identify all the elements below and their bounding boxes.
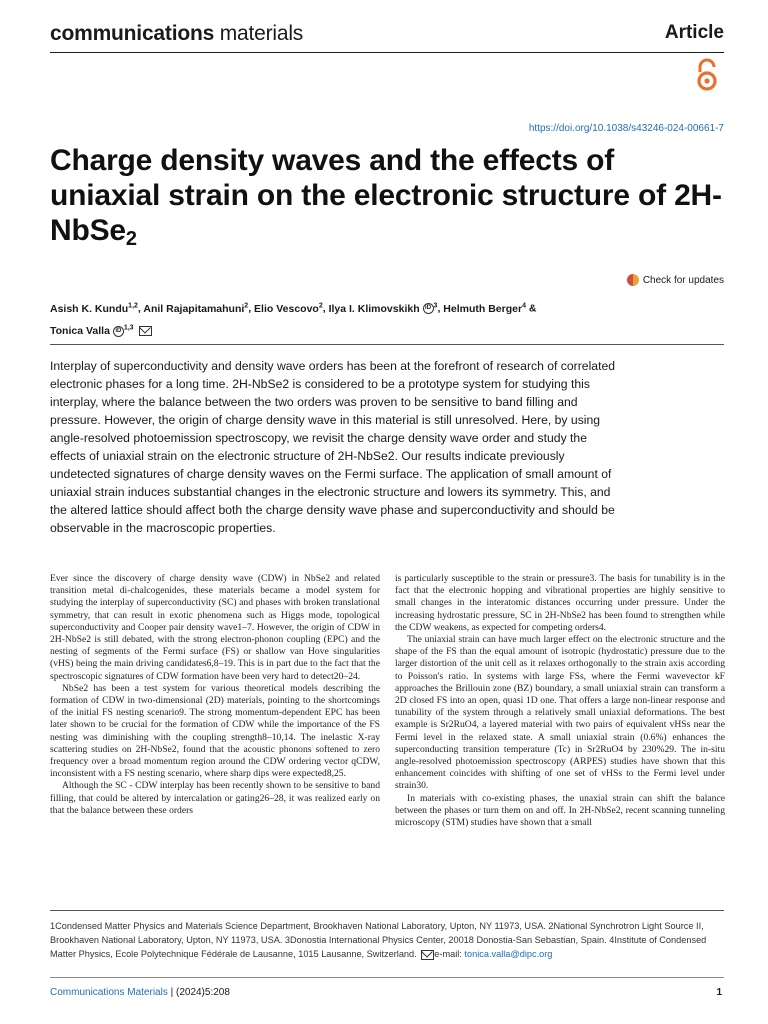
open-access-icon[interactable] — [694, 58, 720, 92]
abstract-divider — [50, 344, 724, 345]
page-number: 1 — [716, 987, 722, 998]
email-link[interactable]: tonica.valla@dipc.org — [464, 949, 553, 959]
author[interactable]: Anil Rajapitamahuni$^2$ — [143, 302, 249, 315]
body-column-left — [50, 573, 380, 817]
email-icon — [421, 950, 434, 960]
orcid-icon[interactable]: iD — [423, 303, 434, 314]
doi-link[interactable]: https://doi.org/10.1038/s43246-024-00661-7 — [528, 123, 724, 134]
article-title: Charge density waves and the effects of uniaxial strain on the electronic structure of 2H-NbSe$_2$ — [50, 144, 722, 250]
abstract: Interplay of superconductivity and density wave orders has been at the forefront of research of correlated electronic phases for a long time. 2H-NbSe2 is considered to be a prototype system for studying this interplay, where the balance between the two orders was proven to be sensitive to band filling and pressure. However, the origin of charge density wave in this material is still unresolved. Here, by using angle-resolved photoemission spectroscopy, we revisit the charge density wave order and study the effects of uniaxial strain on the electronic structure of 2H-NbSe2. Our results indicate previously undetected signatures of charge density waves on the Fermi surface. The application of small amount of uniaxial strain induces substantial changes in the electronic structure and lowers its symmetry. This, and the altered lattice should affect both the charge density wave phase and superconductivity and should be observable in the macroscopic properties. — [50, 359, 616, 535]
paragraph: is particularly susceptible to the strain or pressure3. The basis for tunability is in the fact that the electronic hopping and vibrational properties are highly sensitive to small changes in the interatomic distances occurring under pressure. Under the increasing hydrostatic pressure, SC in 2H-NbSe2 has been found to strengthen while the CDW weakens, as expected for competing orders4. — [395, 573, 725, 633]
paragraph: Although the SC - CDW interplay has been recently shown to be sensitive to band filling, that could be altered by intercalation or gating26–28, it was realized early on that the balance between these orders — [50, 780, 380, 816]
paragraph: NbSe2 has been a test system for various theoretical models describing the formation of CDW in two-dimensional (2D) materials, pointing to the shortcomings of the initial FS nesting scenario9. The strong momentum-dependent EPC has been later shown to be crucial for the formation of CDW while the importance of the FS nesting was diminishing with the coupling strength8–10,14. The inelastic X-ray scattering studies on 2H-NbSe2, found that the acoustic phonons softened to zero frequency over a broad momentum region around the CDW ordering vector qCDW, inconsistent with a FS nesting scenario, where sharp dips were expected8,25. — [50, 682, 380, 780]
orcid-icon[interactable]: iD — [113, 326, 124, 337]
footer-divider — [50, 977, 724, 978]
paragraph: The uniaxial strain can have much larger effect on the electronic structure and the shape of the FS than the equal amount of isotropic (hydrostatic) pressure due to the larger distortion of the unit cell as it relaxes orthogonally to the strain axis according to Poisson's ratio. In systems with large FSs, where the Fermi wavevector kF approaches the Brillouin zone (BZ) boundary, a small uniaxial strain can transform a 2D closed FS into an open, quasi 1D one. That offers a large non-linear response and tunability of the system through a relatively small uniaxial deformations. The best example is Sr2RuO4, a layered material with two pairs of equivalent vHSs near the Fermi level in the relaxed state. A small uniaxial strain (0.6%) enhances the superconducting transition temperature (Tc) in Sr2RuO4 by 230%29. The in-situ angle-resolved photoemission spectroscopy (ARPES) studies have shown that this enhancement coincides with shifting of one set of vHSs to the Fermi level under strain30. — [395, 634, 725, 792]
author[interactable]: Asish K. Kundu$^{1,2}$ — [50, 302, 138, 315]
footer-citation: Communications Materials | (2024)5:208 — [50, 987, 230, 998]
check-for-updates-label: Check for updates — [642, 274, 724, 286]
article-type-label: Article — [664, 22, 724, 43]
check-for-updates-button[interactable] — [627, 274, 724, 286]
author[interactable]: Helmuth Berger$^4$ — [443, 302, 526, 315]
paragraph: Ever since the discovery of charge density wave (CDW) in NbSe2 and related transition metal di-chalcogenides, these materials became a model system for studying the interplay of superconductivity (SC) and phases with broken translational symmetry, that can result in exotic phenomena such as Higgs mode, topological superconductivity and Cooper pair density wave1–7. However, the origin of CDW in 2H-NbSe2 is still debated, with the strong electron-phonon coupling (EPC) and the nesting of segments of the Fermi surface (FS) or shallow van Hove singularities (vHS) being the main driving candidates6,8–19. This is in part due to the fact that the spectroscopic signatures of CDW formation have been very hard to detect20–24. — [50, 573, 380, 682]
journal-name: communications materials — [50, 22, 304, 45]
email-icon[interactable] — [139, 326, 152, 336]
author[interactable]: Ilya I. Klimovskikh iD $^3$ — [328, 302, 438, 315]
affiliations-divider — [50, 910, 724, 911]
body-column-right — [395, 573, 725, 829]
author[interactable]: Tonica Valla iD $^{1,3}$ — [50, 324, 134, 337]
footer-journal-link[interactable]: Communications Materials — [50, 987, 168, 998]
author-list: Asish K. Kundu$^{1,2}$, Anil Rajapitamahuni$^2$, Elio Vescovo$^2$, Ilya I. Klimovskikh iD $^3$, Helmuth Berger$^4$ & Tonica Valla iD $^{1,3}$ — [50, 302, 537, 337]
paragraph: In materials with co-existing phases, the unaxial strain can shift the balance between the phases or turn them on and off. In 2H-NbSe2, recent scanning tunneling microscopy (STM) studies have shown that a small — [395, 792, 725, 829]
crossmark-icon — [627, 274, 639, 286]
author[interactable]: Elio Vescovo$^2$ — [254, 302, 323, 315]
header-divider — [50, 52, 724, 53]
affiliations: 1Condensed Matter Physics and Materials Science Department, Brookhaven National Laboratory, Upton, NY 11973, USA. 2National Synchrotron Light Source II, Brookhaven National Laboratory, Upton, NY 11973, USA. 3Donostia International Physics Center, 20018 Donostia-San Sebastian, Spain. 4Institute of Condensed Matter Physics, Ecole Polytechnique Fédérale de Lausanne, 1015 Lausanne, Switzerland. e-mail: tonica.valla@dipc.org — [50, 921, 707, 959]
